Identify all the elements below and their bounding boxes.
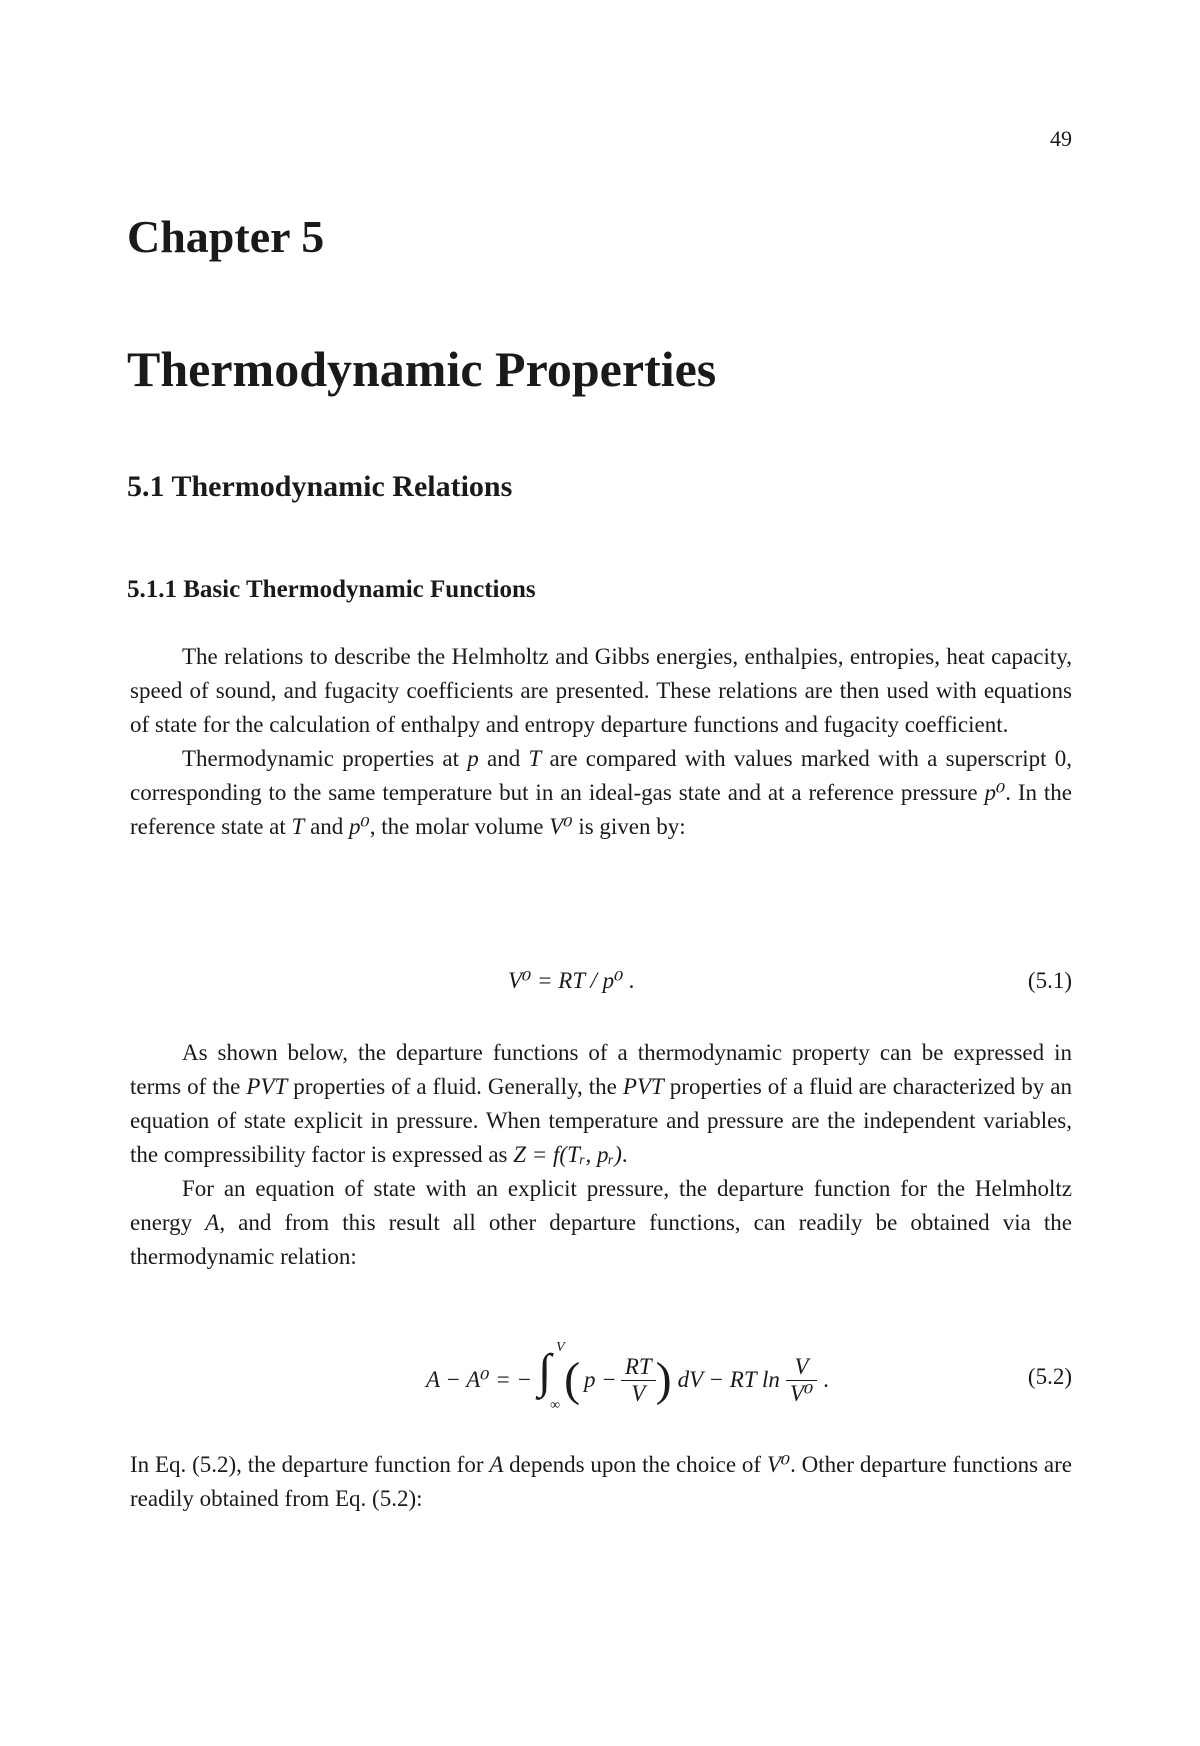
equation-5-1-body: V⁰ = RT / p⁰ .	[508, 968, 635, 993]
fraction-v-over-v0: $\frac{V}{\text{V⁰}}$	[786, 1354, 817, 1407]
paragraph-choice: In Eq. (5.2), the departure function for A depends upon the choice of V⁰. Other departure functions are readily obtained from Eq. (5.2):	[130, 1452, 1072, 1511]
paragraph-pvt: As shown below, the departure functions of a thermodynamic property can be expressed in terms of the PVT properties of a fluid. Generally, the PVT properties of a fluid are characterized by an equation of state explicit in pressure. When temperature and pressure are the independent variables, the compressibility factor is expressed as Z = f(Tᵣ, pᵣ).	[130, 1040, 1072, 1167]
closing-paragraph	[130, 1448, 1072, 1516]
paragraph-helmholtz: For an equation of state with an explicit pressure, the departure function for the Helmholtz energy A, and from this result all other departure functions, can readily be obtained via the thermodynamic relation:	[130, 1176, 1072, 1269]
fraction-rt-over-v: $\frac{RT}{V}$	[621, 1354, 656, 1407]
departure-paragraphs	[130, 1036, 1072, 1274]
subsection-heading: 5.1.1 Basic Thermodynamic Functions	[127, 576, 536, 603]
equation-5-2-number: (5.2)	[1027, 1364, 1072, 1389]
intro-paragraphs	[130, 640, 1072, 844]
page-number: 49	[1050, 126, 1072, 151]
chapter-label: Chapter 5	[127, 211, 325, 262]
paragraph-relations: The relations to describe the Helmholtz and Gibbs energies, enthalpies, entropies, heat capacity, speed of sound, and fugacity coefficients are presented. These relations are then used with equations of state for the calculation of enthalpy and entropy departure functions and fugacity coefficient.	[130, 644, 1072, 737]
equation-5-1-number: (5.1)	[1027, 968, 1072, 993]
chapter-title: Thermodynamic Properties	[127, 341, 717, 397]
section-heading: 5.1 Thermodynamic Relations	[127, 470, 513, 503]
equation-5-1	[130, 968, 1072, 1008]
equation-5-2-body: A − A⁰ = − ∫ V ∞ ( p − $\frac{RT}{V}$ ) dV − RT ln $\frac{V}{\text{V⁰}}$ .	[426, 1340, 829, 1420]
integral-sign: ∫ V ∞	[538, 1340, 565, 1413]
paragraph-reference-state: Thermodynamic properties at p and T are compared with values marked with a superscript 0, corresponding to the same temperature but in an ideal-gas state and at a reference pressure p⁰. In the reference state at T and p⁰, the molar volume V⁰ is given by:	[130, 746, 1072, 839]
equation-5-2	[130, 1340, 1072, 1420]
